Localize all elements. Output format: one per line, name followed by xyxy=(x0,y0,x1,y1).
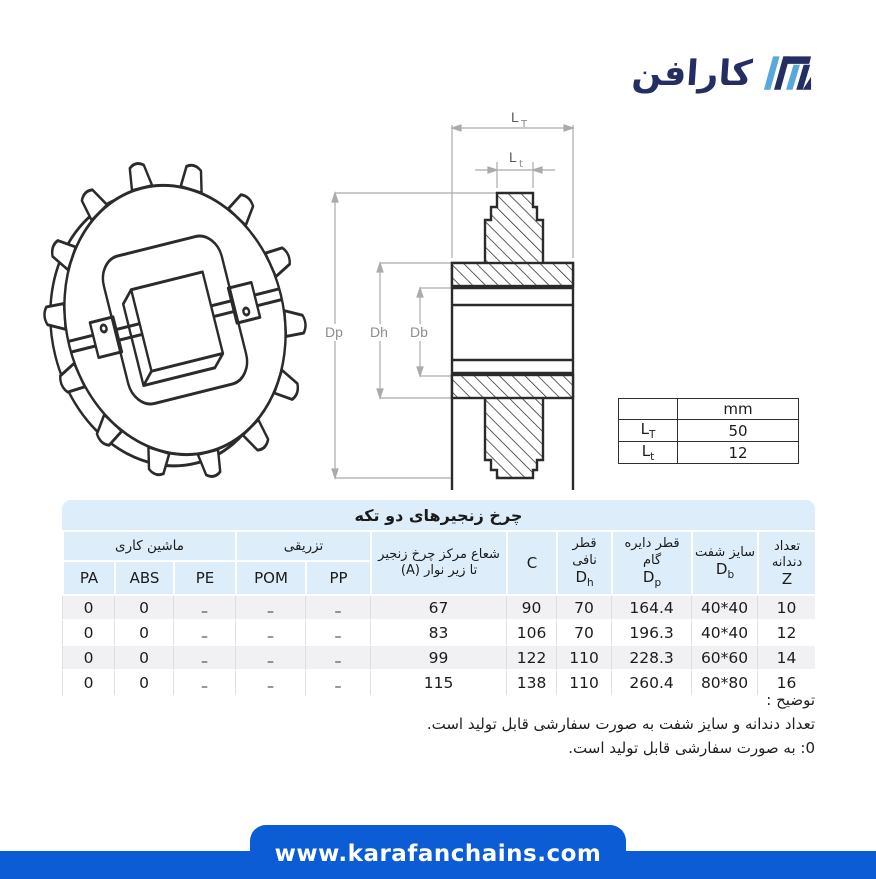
cell-radius: 99 xyxy=(370,646,506,671)
spec-table-title: چرخ زنجیرهای دو تکه xyxy=(62,500,815,530)
notes-section xyxy=(215,688,815,760)
sprocket-isometric-drawing xyxy=(25,155,325,485)
cell-radius: 67 xyxy=(370,596,506,621)
cell-hub: 110 xyxy=(556,671,611,696)
col-header-pp: PP xyxy=(305,562,370,596)
cell-pom: – xyxy=(235,596,305,621)
cell-pom: – xyxy=(235,621,305,646)
cell-abs: 0 xyxy=(114,596,173,621)
dim-empty-cell xyxy=(619,399,678,420)
table-row xyxy=(62,646,815,671)
cell-shaft: 40*40 xyxy=(691,621,757,646)
cell-pitch: 228.3 xyxy=(611,646,691,671)
cell-pp: – xyxy=(305,596,370,621)
col-header-hub-diameter: قطر نافی $D_h$ xyxy=(556,532,611,596)
label-Db: Db xyxy=(410,324,428,340)
cell-z: 14 xyxy=(757,646,815,671)
spec-table xyxy=(62,532,815,696)
spec-section xyxy=(62,500,815,696)
col-header-radius-a: شعاع مرکز چرخ زنجیر تا زیر نوار (A) xyxy=(370,532,506,596)
cell-hub: 110 xyxy=(556,646,611,671)
col-header-shaft: سایز شفت $D_b$ xyxy=(691,532,757,596)
cell-abs: 0 xyxy=(114,646,173,671)
cell-pe: – xyxy=(173,596,235,621)
dim-value-Lt: 12 xyxy=(678,442,799,464)
label-Lt-sub: t xyxy=(519,159,523,170)
col-header-pom: POM xyxy=(235,562,305,596)
col-header-pa: PA xyxy=(62,562,114,596)
cell-pom: – xyxy=(235,671,305,696)
dimension-table xyxy=(618,398,799,464)
label-LT-sub: T xyxy=(521,119,528,130)
group-header-machining: ماشین کاری xyxy=(62,532,235,562)
header-group-row xyxy=(62,532,815,562)
cell-pa: 0 xyxy=(62,596,114,621)
table-row xyxy=(619,442,799,464)
cell-c: 90 xyxy=(506,596,556,621)
cell-z: 10 xyxy=(757,596,815,621)
cell-shaft: 60*60 xyxy=(691,646,757,671)
cell-pa: 0 xyxy=(62,646,114,671)
cell-pp: – xyxy=(305,671,370,696)
cell-pp: – xyxy=(305,646,370,671)
label-Lt: L xyxy=(509,149,517,165)
cell-radius: 115 xyxy=(370,671,506,696)
col-header-abs: ABS xyxy=(114,562,173,596)
cell-shaft: 40*40 xyxy=(691,596,757,621)
cell-hub: 70 xyxy=(556,596,611,621)
cell-pp: – xyxy=(305,621,370,646)
cell-c: 138 xyxy=(506,671,556,696)
brand-logo xyxy=(632,52,812,96)
cell-z: 16 xyxy=(757,671,815,696)
table-row xyxy=(619,399,799,420)
cell-abs: 0 xyxy=(114,671,173,696)
label-LT: L xyxy=(511,109,519,125)
cell-abs: 0 xyxy=(114,621,173,646)
table-row xyxy=(619,420,799,442)
notes-heading: توضیح : xyxy=(766,691,815,709)
cell-pa: 0 xyxy=(62,671,114,696)
cell-c: 122 xyxy=(506,646,556,671)
brand-logo-icon xyxy=(762,52,812,96)
cell-hub: 70 xyxy=(556,621,611,646)
label-Dh: Dh xyxy=(370,324,388,340)
dim-label-Lt: $L_t$ xyxy=(619,442,678,464)
col-header-teeth: تعداد دندانه Z xyxy=(757,532,815,596)
table-row xyxy=(62,621,815,646)
cell-shaft: 80*80 xyxy=(691,671,757,696)
cell-pom: – xyxy=(235,646,305,671)
cell-c: 106 xyxy=(506,621,556,646)
notes-line: 0: به صورت سفارشی قابل تولید است. xyxy=(568,739,815,757)
cell-pitch: 260.4 xyxy=(611,671,691,696)
dim-value-LT: 50 xyxy=(678,420,799,442)
cell-pe: – xyxy=(173,621,235,646)
cell-pe: – xyxy=(173,646,235,671)
group-header-injection: تزریقی xyxy=(235,532,370,562)
cell-pitch: 196.3 xyxy=(611,621,691,646)
dim-unit-header: mm xyxy=(678,399,799,420)
col-header-c: C xyxy=(506,532,556,596)
cell-radius: 83 xyxy=(370,621,506,646)
col-header-pe: PE xyxy=(173,562,235,596)
col-header-pitch-diameter: قطر دایره گام $D_p$ xyxy=(611,532,691,596)
sprocket-section-drawing xyxy=(325,100,615,490)
label-Dp: Dp xyxy=(325,324,343,340)
brand-wordmark: کارافن xyxy=(630,53,754,94)
cell-z: 12 xyxy=(757,621,815,646)
table-row xyxy=(62,596,815,621)
notes-line: تعداد دندانه و سایز شفت به صورت سفارشی قابل تولید است. xyxy=(426,715,815,733)
cell-pitch: 164.4 xyxy=(611,596,691,621)
cell-pa: 0 xyxy=(62,621,114,646)
cell-pe: – xyxy=(173,671,235,696)
dim-label-LT: $L_T$ xyxy=(619,420,678,442)
website-url[interactable]: www.karafanchains.com xyxy=(274,841,602,867)
